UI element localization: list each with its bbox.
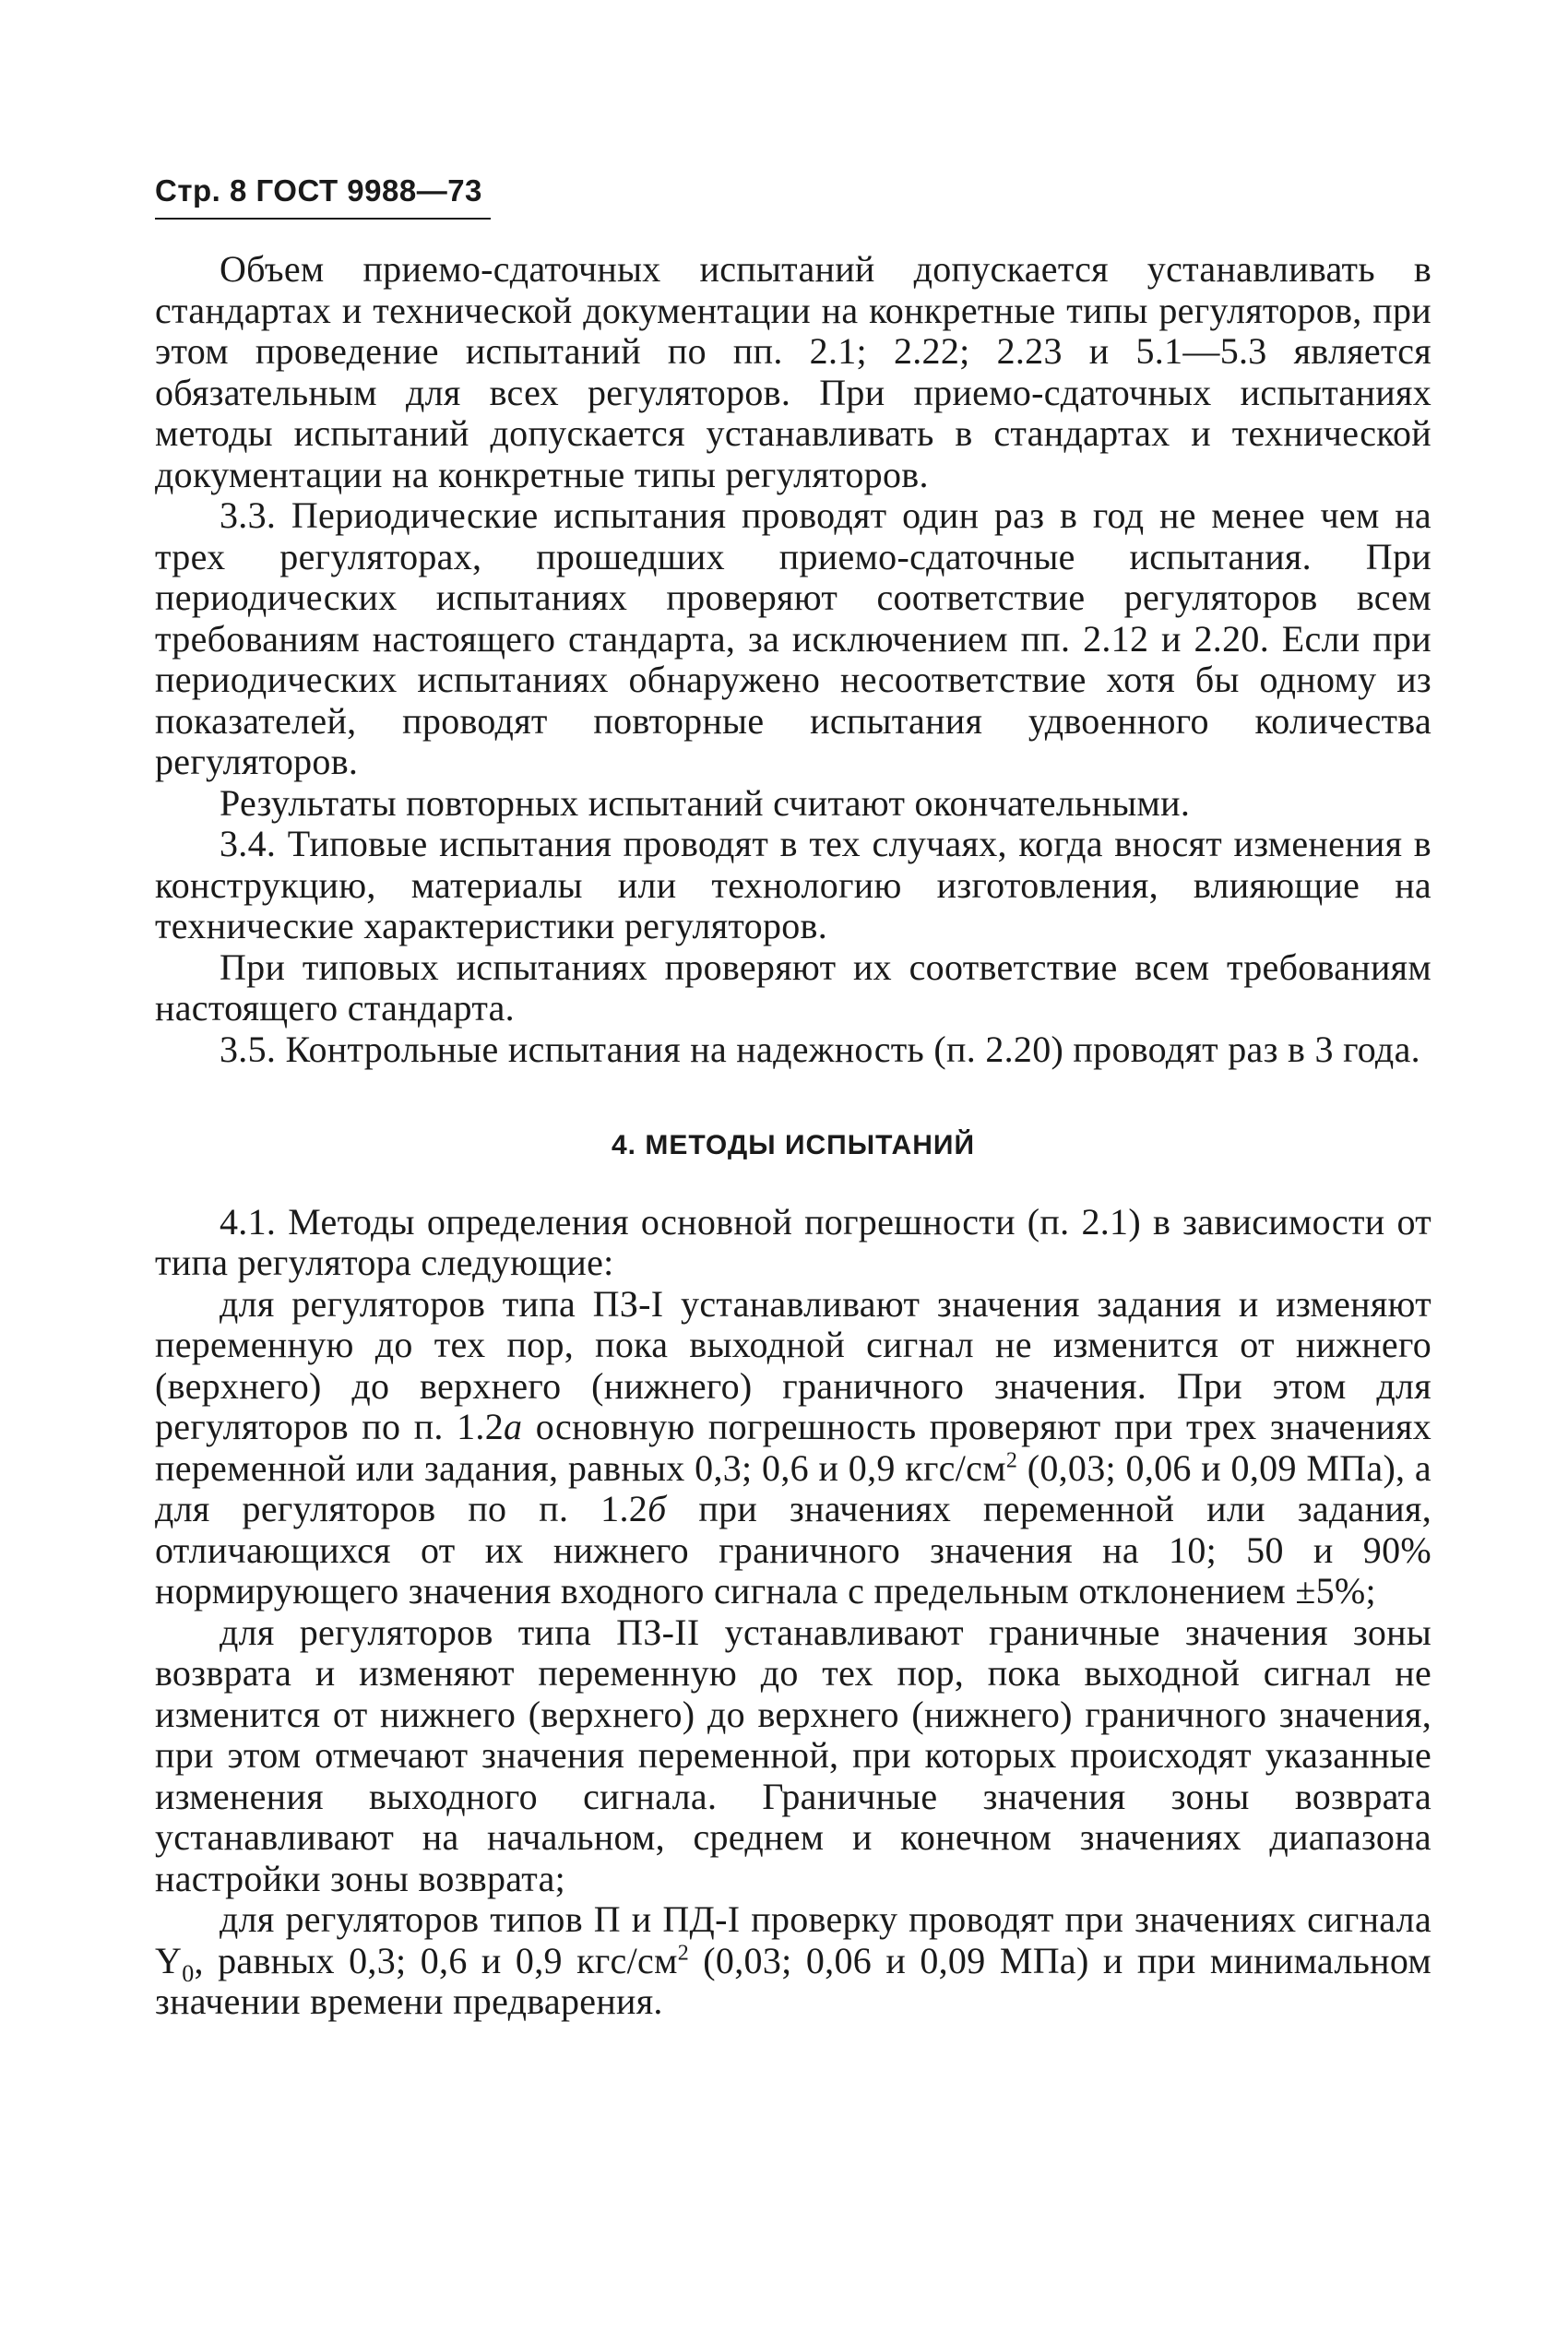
- paragraph-p-pd: [155, 1899, 1431, 2023]
- pd-sub: 0: [182, 1959, 195, 1987]
- pd-text-1: для регуляторов типов П и ПД-I проверку проводят при значениях сигнала Y: [155, 1898, 1431, 1981]
- paragraph-3-3: 3.3. Периодические испытания проводят один раз в год не менее чем на трех регуляторах, прошедших приемо-сдаточные испытания. При периодических испытаниях проверяют соответствие регуляторов всем требованиям настоящего стандарта, за исключением пп. 2.12 и 2.20. Если при периодических испытаниях обнаружено несоответствие хотя бы одному из показателей, проводят повторные испытания удвоенного количества регуляторов.: [155, 494, 1431, 782]
- page-header: Стр. 8 ГОСТ 9988—73: [155, 173, 482, 208]
- pz1-sup: 2: [1005, 1448, 1018, 1473]
- pd-text-3: (0,03; 0,06 и 0,09 МПа) и при минимальном значении времени предварения.: [155, 1939, 1432, 2022]
- paragraph-3-5: 3.5. Контрольные испытания на надежность (п. 2.20) проводят раз в 3 года.: [220, 1028, 1420, 1070]
- paragraph-scope: Объем приемо-сдаточных испытаний допускается устанавливать в стандартах и технической документации на конкретные типы регуляторов, при этом проведение испытаний по пп. 2.1; 2.22; 2.23 и 5.1—5.3 является обязательным для всех регуляторов. При приемо-сдаточных испытаниях методы испытаний допускается устанавливать в стандартах и технической документации на конкретные типы регуляторов.: [155, 248, 1431, 495]
- paragraph-pz1: [155, 1284, 1431, 1612]
- paragraph-results: Результаты повторных испытаний считают окончательными.: [220, 781, 1191, 824]
- paragraph-type-tests: При типовых испытаниях проверяют их соответствие всем требованиям настоящего стандарта.: [155, 945, 1431, 1029]
- pz1-text-4: при значениях переменной или задания, отличающихся от их нижнего граничного значения на 10; 50 и 90% нормирующего значения входного сигнала с предельным отклонением ±5%;: [155, 1488, 1432, 1611]
- header-divider: [155, 218, 491, 220]
- paragraph-4-1: 4.1. Методы определения основной погрешности (п. 2.1) в зависимости от типа регулятора следующие:: [155, 1200, 1431, 1283]
- pz1-text-3: (0,03; 0,06 и 0,09 МПа), а для регуляторов по п. 1.2: [155, 1446, 1431, 1529]
- paragraph-pz2: для регуляторов типа ПЗ-II устанавливают граничные значения зоны возврата и изменяют переменную до тех пор, пока выходной сигнал не изменится от нижнего (верхнего) до верхнего (нижнего) граничного значения, при этом отмечают значения переменной, при которых происходят указанные изменения выходного сигнала. Граничные значения зоны возврата устанавливают на начальном, среднем и конечном значениях диапазона настройки зоны возврата;: [155, 1611, 1431, 1899]
- paragraph-3-4: 3.4. Типовые испытания проводят в тех случаях, когда вносят изменения в конструкцию, материалы или технологию изготовления, влияющие на технические характеристики регуляторов.: [155, 823, 1431, 946]
- pd-sup: 2: [677, 1941, 690, 1966]
- pz1-text-2: основную погрешность проверяют при трех значениях переменной или задания, равных 0,3; 0,6 и 0,9 кгс/см: [155, 1406, 1431, 1489]
- document-body: [155, 249, 1431, 2023]
- section-title: 4. МЕТОДЫ ИСПЫТАНИЙ: [612, 1130, 975, 1160]
- pz1-text-1: для регуляторов типа ПЗ-I устанавливают значения задания и изменяют переменную до тех пор, пока выходной сигнал не изменится от нижнего (верхнего) до верхнего (нижнего) граничного значения. При этом для регуляторов по п. 1.2: [155, 1282, 1431, 1447]
- pz1-italic-a: а: [504, 1406, 523, 1447]
- pz1-italic-b: б: [647, 1488, 667, 1529]
- pd-text-2: , равных 0,3; 0,6 и 0,9 кгс/см: [194, 1939, 678, 1981]
